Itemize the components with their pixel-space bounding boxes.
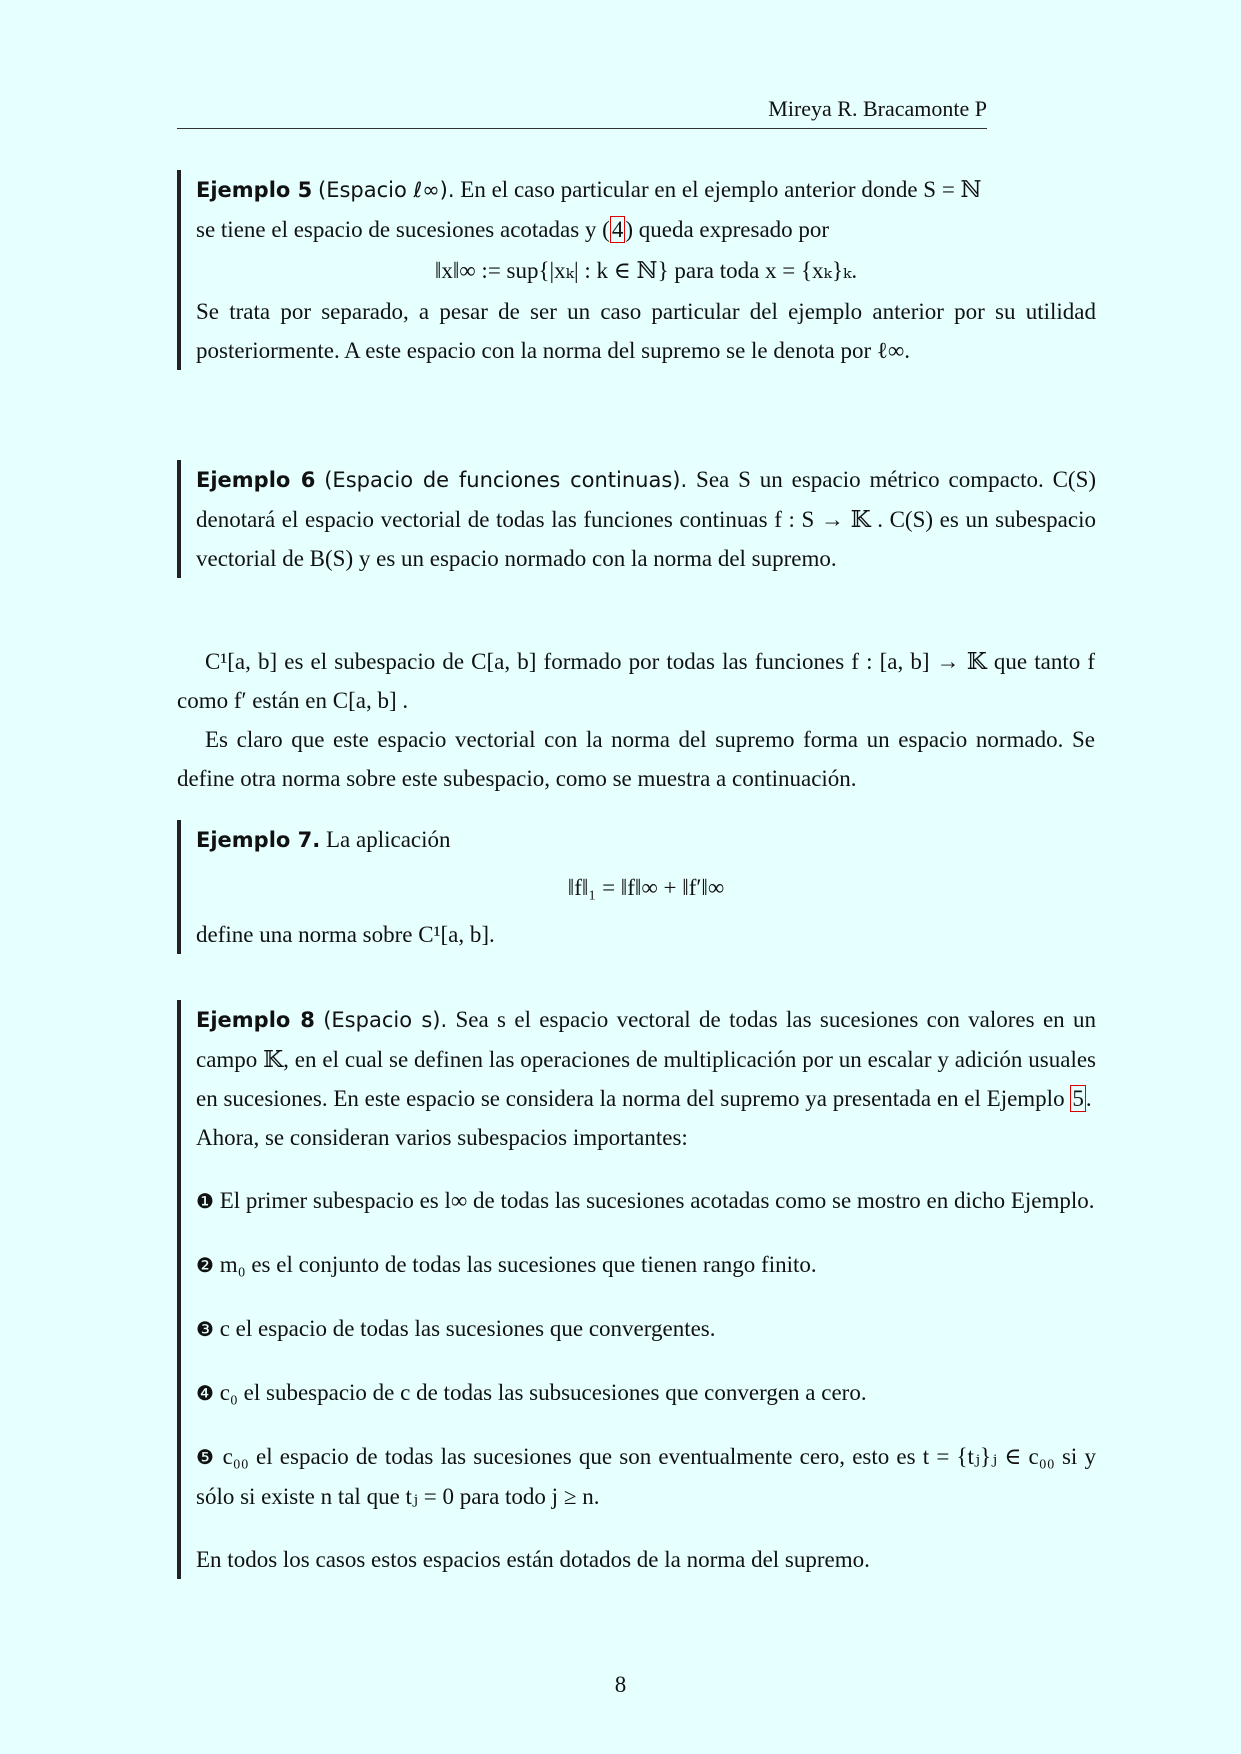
example-5-line2-post: ) queda expresado por (625, 217, 830, 242)
list-item (196, 1437, 1096, 1516)
example-ref-link[interactable]: 5 (1072, 1086, 1084, 1111)
header-author: Mireya R. Bracamonte P (768, 96, 987, 121)
list-item-text: El primer subespacio es l∞ de todas las sucesiones acotadas como se mostro en dicho Ejemplo. (219, 1188, 1095, 1213)
example-7-label: Ejemplo 7. (196, 828, 321, 852)
example-7-equation: ‖f‖₁ = ‖f‖∞ + ‖f′‖∞ (567, 875, 725, 900)
list-item (196, 1309, 1096, 1349)
bullet-2-icon: ❷ (196, 1253, 214, 1277)
bullet-1-icon: ❶ (196, 1189, 214, 1213)
page-number: 8 (614, 1672, 627, 1697)
list-item-text: c₀ el subespacio de c de todas las subsucesiones que convergen a cero. (219, 1380, 867, 1405)
list-item-text: c₀₀ el espacio de todas las sucesiones que son eventualmente cero, esto es t = {tⱼ}ⱼ ∈ c₀₀ si y sólo si existe n tal que tⱼ = 0 para todo j ≥ n. (196, 1444, 1096, 1509)
example-8-text: Sea s el espacio vectoral de todas las sucesiones con valores en un campo 𝕂, en el cual se definen las operaciones de multiplicación por un escalar y adición usuales en sucesiones. En este espacio se considera la norma del supremo ya presentada en el Ejemplo (196, 1007, 1097, 1111)
example-8-closing: En todos los casos estos espacios están dotados de la norma del supremo. (196, 1547, 870, 1572)
list-item (196, 1245, 1096, 1285)
example-5-line2-pre: se tiene el espacio de sucesiones acotadas y ( (196, 217, 610, 242)
example-7-outro: define una norma sobre C¹[a, b]. (196, 922, 495, 947)
bullet-3-icon: ❸ (196, 1317, 214, 1341)
running-header (177, 96, 987, 129)
example-5-line1: En el caso particular en el ejemplo anterior donde S = ℕ (460, 177, 982, 202)
example-8-intro: Ahora, se consideran varios subespacios importantes: (196, 1125, 688, 1150)
example-6-label: Ejemplo 6 (196, 468, 316, 492)
equation-ref-link[interactable]: 4 (611, 217, 624, 242)
example-8-label: Ejemplo 8 (196, 1008, 315, 1032)
example-5-label: Ejemplo 5 (196, 178, 313, 202)
example-5-text: Se trata por separado, a pesar de ser un caso particular del ejemplo anterior por su utilidad posteriormente. A este espacio con la norma del supremo se le denota por ℓ∞. (196, 299, 1096, 363)
bullet-4-icon: ❹ (196, 1381, 214, 1405)
example-8 (177, 1000, 1096, 1579)
list-item-text: c el espacio de todas las sucesiones que convergentes. (219, 1316, 716, 1341)
example-8-title: (Espacio s). (323, 1008, 448, 1032)
list-item (196, 1181, 1096, 1221)
example-7-intro: La aplicación (325, 827, 451, 852)
example-7 (177, 820, 1096, 954)
example-8-text-end: . (1085, 1086, 1092, 1111)
example-6-title: (Espacio de funciones continuas). (324, 468, 688, 492)
example-5-title: (Espacio ℓ∞). (318, 178, 455, 202)
paragraph-normed: Es claro que este espacio vectorial con la norma del supremo forma un espacio normado. Se define otra norma sobre este subespacio, como se muestra a continuación. (177, 727, 1095, 791)
list-item-text: m₀ es el conjunto de todas las sucesiones que tienen rango finito. (219, 1252, 817, 1277)
paragraph-c1: C¹[a, b] es el subespacio de C[a, b] formado por todas las funciones f : [a, b] → 𝕂 que tanto f como f′ están en C[a, b] . (177, 649, 1095, 713)
example-5 (177, 170, 1096, 370)
example-5-equation: ‖x‖∞ := sup{|xₖ| : k ∈ ℕ} para toda x = {xₖ}ₖ. (434, 258, 858, 283)
bullet-5-icon: ❺ (196, 1445, 216, 1469)
example-6 (177, 460, 1096, 578)
example-6-text: Sea S un espacio métrico compacto. C(S) denotará el espacio vectorial de todas las funciones continuas f : S → 𝕂 . C(S) es un subespacio vectorial de B(S) y es un espacio normado con la norma del supremo. (196, 467, 1097, 571)
list-item (196, 1373, 1096, 1413)
